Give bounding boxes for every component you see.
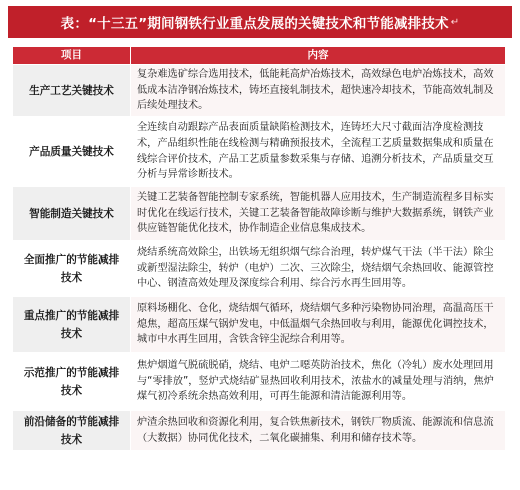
- table-row: [13, 241, 506, 297]
- table-row: [13, 297, 506, 353]
- row-content: 全连续自动跟踪产品表面质量缺陷检测技术，连铸坯大尺寸截面洁净度检测技术，产品组织性能在线检测与精确预报技术，全流程工艺质量数据集成和质量在线综合评价技术，产品工艺质量参数采集与存储、追溯分析技术，产品质量交互分析与异常诊断技术。: [131, 117, 506, 187]
- row-content: 炉渣余热回收和资源化利用，复合铁焦新技术，钢铁厂物质流、能源流和信息流（大数据）协同优化技术，二氧化碳捕集、利用和储存技术等。: [131, 411, 506, 451]
- row-content: 关键工艺装备智能控制专家系统，智能机器人应用技术，生产制造流程多目标实时优化在线运行技术，关键工艺装备智能故障诊断与维护大数据系统，钢铁产业供应链智能优化技术，协作制造企业信息集成技术。: [131, 187, 506, 241]
- paragraph-mark: ↵: [450, 16, 460, 28]
- table-title: 表：“十三五”期间钢铁行业重点发展的关键技术和节能减排技术: [60, 16, 449, 32]
- row-content: 烧结系统高效除尘，出铁场无组织烟气综合治理，转炉煤气干法（半干法）除尘或新型湿法除尘，转炉（电炉）二次、三次除尘，烧结烟气余热回收、能源管控中心、钢渣高效处理及深度综合利用、综合污水再生回用等。: [131, 241, 506, 297]
- table-row: [13, 411, 506, 451]
- table-row: [13, 187, 506, 241]
- row-item: 示范推广的节能减排技术: [13, 353, 131, 411]
- header-content: 内容: [131, 47, 506, 65]
- table-row: [13, 353, 506, 411]
- header-item: 项目: [13, 47, 131, 65]
- table-row: [13, 65, 506, 117]
- key-technologies-table: [12, 46, 506, 451]
- row-item: 前沿储备的节能减排技术: [13, 411, 131, 451]
- row-item: 产品质量关键技术: [13, 117, 131, 187]
- row-content: 原料场棚化、仓化，烧结烟气循环，烧结烟气多种污染物协同治理，高温高压干熄焦，超高压煤气锅炉发电，中低温烟气余热回收与利用，能源优化调控技术，城市中水再生回用，含铁含锌尘泥综合利用等。: [131, 297, 506, 353]
- row-item: 全面推广的节能减排技术: [13, 241, 131, 297]
- table-title-bar: [8, 6, 512, 38]
- table-row: [13, 117, 506, 187]
- row-content: 复杂难选矿综合选用技术，低能耗高炉冶炼技术，高效绿色电炉冶炼技术，高效低成本洁净钢冶炼技术，铸坯直接轧制技术，超快速冷却技术，节能高效轧制及后续处理技术。: [131, 65, 506, 117]
- row-item: 智能制造关键技术: [13, 187, 131, 241]
- row-content: 焦炉烟道气脱硫脱硝，烧结、电炉二噁英防治技术，焦化（冷轧）废水处理回用与“零排放”，竖炉式烧结矿显热回收利用技术，浓盐水的减量处理与消纳，焦炉煤气初冷系统余热高效利用，可再生能源和清洁能源利用等。: [131, 353, 506, 411]
- row-item: 生产工艺关键技术: [13, 65, 131, 117]
- table-header-row: [13, 47, 506, 65]
- row-item: 重点推广的节能减排技术: [13, 297, 131, 353]
